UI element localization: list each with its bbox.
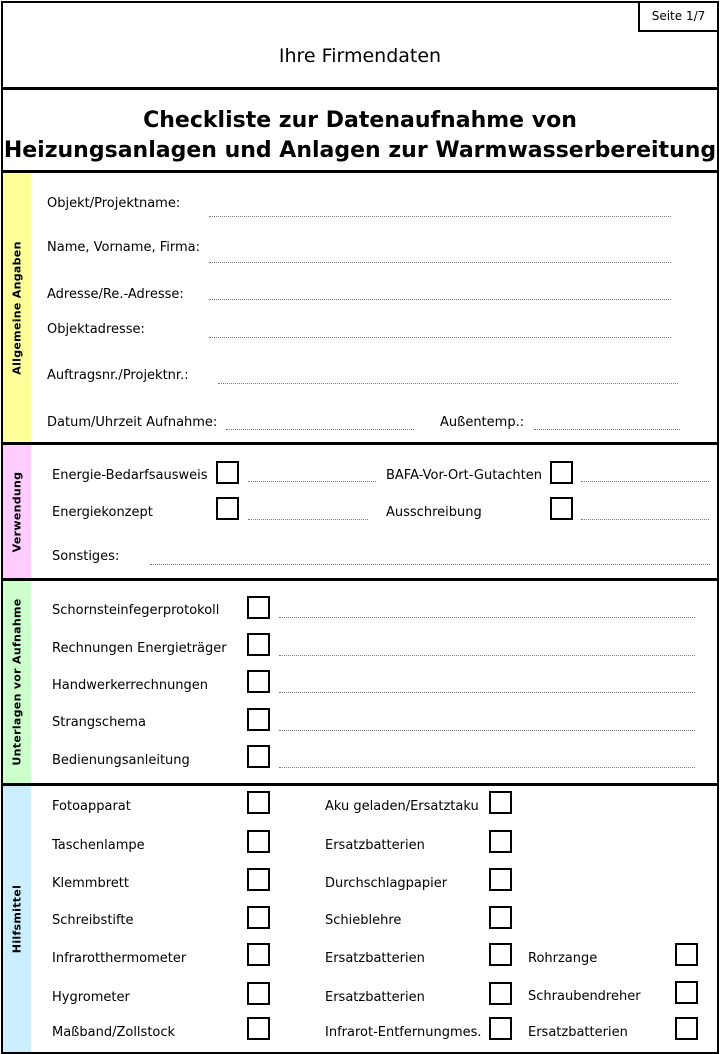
- title-area: [1, 88, 719, 172]
- section-documents: [1, 579, 719, 785]
- tool-label-ir-thermometer: Infrarotthermometer: [52, 951, 187, 966]
- use-label-energy-concept: Energiekonzept: [52, 505, 153, 520]
- tool-label-ir-rangefinder: Infrarot-Entfernungmes.: [325, 1025, 482, 1040]
- checkbox-pipe-wrench[interactable]: [675, 943, 698, 966]
- field-label-address: Adresse/Re.-Adresse:: [47, 287, 184, 302]
- checkbox-battery-charged[interactable]: [489, 791, 512, 814]
- checkbox-energy-certificate[interactable]: [216, 461, 239, 484]
- checkbox-hygrometer[interactable]: [247, 982, 270, 1005]
- checkbox-screwdriver[interactable]: [675, 981, 698, 1004]
- section-heading-documents: Unterlagen vor Aufnahme: [10, 598, 24, 766]
- doc-note-manual[interactable]: [279, 767, 695, 768]
- checkbox-riser-diagram[interactable]: [247, 708, 270, 731]
- checkbox-bafa[interactable]: [550, 461, 573, 484]
- doc-label-craftsman-invoices: Handwerkerrechnungen: [52, 678, 209, 693]
- use-other-field[interactable]: [150, 564, 710, 565]
- company-name: Ihre Firmendaten: [278, 45, 442, 67]
- tool-label-spare-batteries-2: Ersatzbatterien: [325, 951, 425, 966]
- tool-label-pipe-wrench: Rohrzange: [528, 951, 598, 966]
- document-title-line-1: Checkliste zur Datenaufnahme von: [143, 108, 577, 133]
- checkbox-spare-batteries-2[interactable]: [489, 943, 512, 966]
- section-general: [1, 171, 719, 444]
- field-label-project-name: Objekt/Projektname:: [47, 196, 181, 211]
- use-label-energy-certificate: Energie-Bedarfsausweis: [52, 468, 208, 483]
- checkbox-camera[interactable]: [247, 791, 270, 814]
- tool-label-pens: Schreibstifte: [52, 913, 134, 928]
- section-tab-use: [3, 445, 31, 578]
- field-label-date-time: Datum/Uhrzeit Aufnahme:: [47, 415, 218, 430]
- doc-label-chimney-protocol: Schornsteinfegerprotokoll: [52, 603, 220, 618]
- section-tab-tools: [3, 786, 31, 1052]
- use-note-tender[interactable]: [581, 519, 709, 520]
- section-tools: [1, 784, 719, 1054]
- section-tab-documents: [3, 581, 31, 783]
- checkbox-spare-batteries-4[interactable]: [675, 1017, 698, 1040]
- tool-label-camera: Fotoapparat: [52, 799, 131, 814]
- checkbox-chimney-protocol[interactable]: [247, 596, 270, 619]
- doc-label-riser-diagram: Strangschema: [52, 715, 146, 730]
- checkbox-energy-invoices[interactable]: [247, 633, 270, 656]
- doc-note-riser-diagram[interactable]: [279, 730, 695, 731]
- field-label-outside-temp: Außentemp.:: [440, 415, 525, 430]
- field-project-name[interactable]: [209, 216, 671, 217]
- tool-label-caliper: Schieblehre: [325, 913, 402, 928]
- field-object-address[interactable]: [209, 337, 671, 338]
- doc-label-manual: Bedienungsanleitung: [52, 753, 190, 768]
- field-outside-temp[interactable]: [534, 429, 680, 430]
- checkbox-flashlight[interactable]: [247, 830, 270, 853]
- checkbox-carbon-paper[interactable]: [489, 868, 512, 891]
- tool-label-spare-batteries-4: Ersatzbatterien: [528, 1025, 628, 1040]
- document-title-line-2: Heizungsanlagen und Anlagen zur Warmwasserbereitung: [3, 138, 717, 163]
- document-title: [3, 106, 717, 166]
- checkbox-craftsman-invoices[interactable]: [247, 670, 270, 693]
- checkbox-caliper[interactable]: [489, 906, 512, 929]
- section-tab-general: [3, 173, 31, 442]
- section-heading-tools: Hilfsmittel: [10, 884, 24, 954]
- checkbox-manual[interactable]: [247, 745, 270, 768]
- page-number: Seite 1/7: [638, 3, 717, 32]
- checkbox-ir-thermometer[interactable]: [247, 943, 270, 966]
- field-label-object-address: Objektadresse:: [47, 322, 145, 337]
- use-note-energy-concept[interactable]: [248, 519, 368, 520]
- doc-note-craftsman-invoices[interactable]: [279, 692, 695, 693]
- checkbox-spare-batteries-1[interactable]: [489, 830, 512, 853]
- tool-label-clipboard: Klemmbrett: [52, 876, 129, 891]
- field-name[interactable]: [209, 262, 671, 263]
- field-address[interactable]: [209, 299, 671, 300]
- checkbox-energy-concept[interactable]: [216, 497, 239, 520]
- use-label-tender: Ausschreibung: [386, 505, 482, 520]
- checkbox-pens[interactable]: [247, 906, 270, 929]
- field-label-name: Name, Vorname, Firma:: [47, 240, 200, 255]
- field-label-order-number: Auftragsnr./Projektnr.:: [47, 368, 189, 383]
- doc-note-chimney-protocol[interactable]: [279, 617, 695, 618]
- field-order-number[interactable]: [218, 383, 678, 384]
- use-label-other: Sonstiges:: [52, 549, 120, 564]
- checkbox-ir-rangefinder[interactable]: [489, 1017, 512, 1040]
- use-note-energy-certificate[interactable]: [248, 481, 376, 482]
- tool-label-spare-batteries-3: Ersatzbatterien: [325, 990, 425, 1005]
- tool-label-spare-batteries-1: Ersatzbatterien: [325, 838, 425, 853]
- tool-label-battery-charged: Aku geladen/Ersatztaku: [325, 799, 479, 814]
- field-date-time[interactable]: [226, 429, 414, 430]
- doc-label-energy-invoices: Rechnungen Energieträger: [52, 641, 227, 656]
- use-label-bafa: BAFA-Vor-Ort-Gutachten: [386, 468, 542, 483]
- tool-label-tape-measure: Maßband/Zollstock: [52, 1025, 176, 1040]
- checkbox-spare-batteries-3[interactable]: [489, 982, 512, 1005]
- tool-label-hygrometer: Hygrometer: [52, 990, 130, 1005]
- checkbox-clipboard[interactable]: [247, 868, 270, 891]
- section-heading-use: Verwendung: [10, 471, 24, 552]
- doc-note-energy-invoices[interactable]: [279, 655, 695, 656]
- use-note-bafa[interactable]: [581, 481, 709, 482]
- section-heading-general: Allgemeine Angaben: [10, 240, 24, 375]
- tool-label-screwdriver: Schraubendreher: [528, 989, 641, 1004]
- header: [1, 1, 719, 89]
- checkbox-tender[interactable]: [550, 497, 573, 520]
- tool-label-flashlight: Taschenlampe: [52, 838, 145, 853]
- section-use: [1, 443, 719, 580]
- tool-label-carbon-paper: Durchschlagpapier: [325, 876, 448, 891]
- checkbox-tape-measure[interactable]: [247, 1017, 270, 1040]
